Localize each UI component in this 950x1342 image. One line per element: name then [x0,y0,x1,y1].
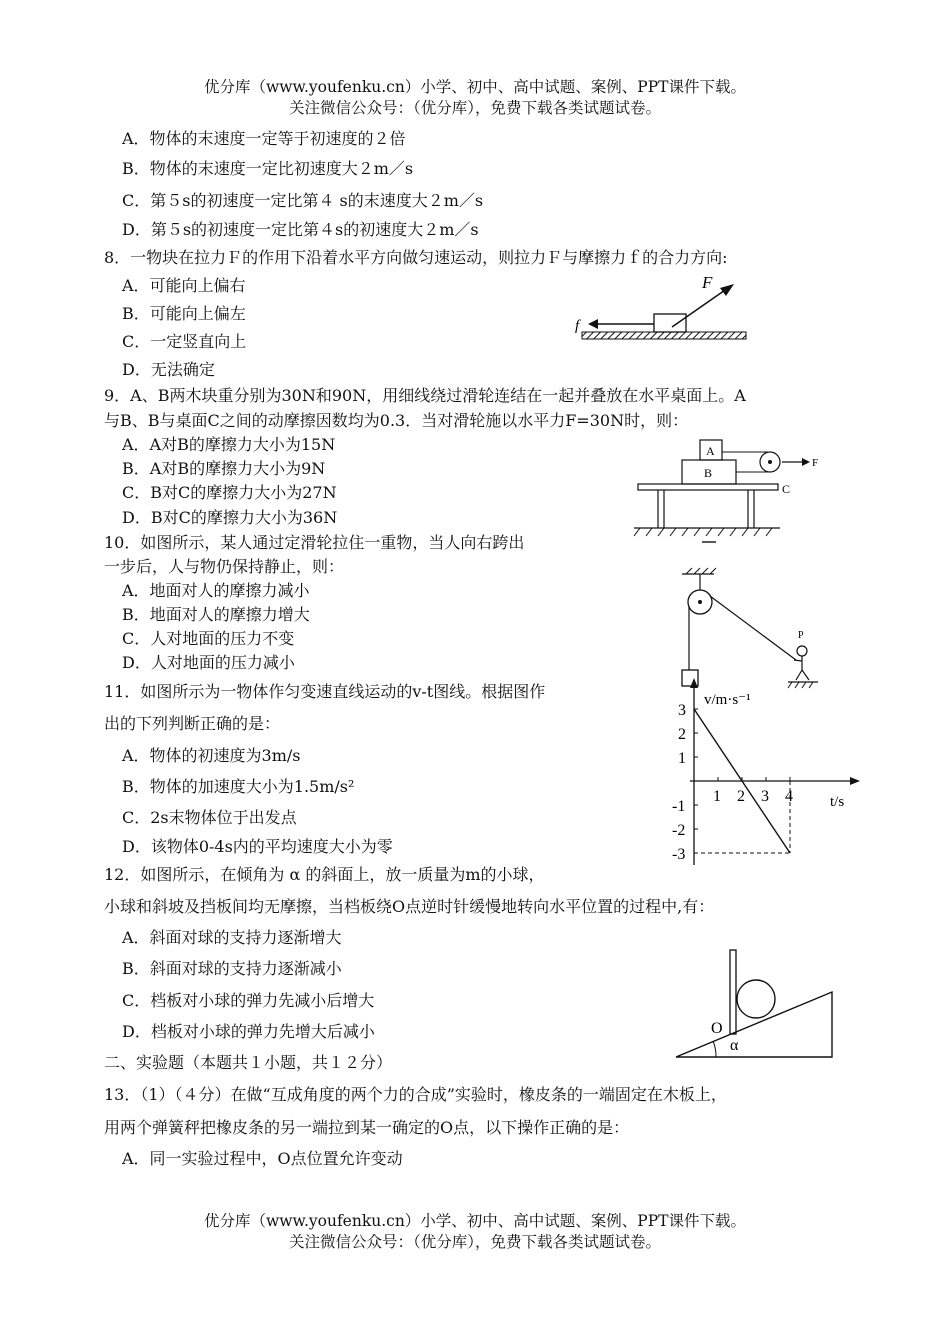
q12-option-d: D．档板对小球的弹力先增大后减小 [122,1022,375,1041]
page-footer-line2: 关注微信公众号：（优分库），免费下载各类试题试卷。 [288,1233,661,1251]
y-tick-label: 3 [678,702,686,719]
q13-stem-line2: 用两个弹簧秤把橡皮条的另一端拉到某一确定的O点，以下操作正确的是： [104,1118,630,1137]
label-B: B [704,466,713,480]
q11-option-a: A．物体的初速度为3m/s [122,746,301,765]
x-tick-label: 3 [761,788,769,805]
label-F: F [702,273,713,292]
q8-figure [568,272,753,346]
friction-arrowhead [588,319,598,329]
q12-figure [672,944,842,1062]
q12-option-b: B．斜面对球的支持力逐渐减小 [122,959,342,978]
q12-option-a: A．斜面对球的支持力逐渐增大 [122,928,342,947]
y-tick-label: -3 [672,846,686,863]
angle-arc [713,1041,716,1057]
section-2-title: 二、实验题（本题共１小题，共１２分） [104,1053,393,1072]
label-O: O [711,1020,723,1037]
force-f-arrow [672,288,728,327]
q12-stem-line2: 小球和斜坡及挡板间均无摩擦，当档板绕O点逆时针缓慢地转向水平位置的过程中,有： [104,897,715,916]
q9-figure [630,436,830,548]
page-header-line2: 关注微信公众号：（优分库），免费下载各类试题试卷。 [288,99,661,117]
q8-option-a: A．可能向上偏右 [122,276,246,295]
q10-option-d: D．人对地面的压力减小 [122,653,295,672]
q8-option-b: B．可能向上偏左 [122,304,246,323]
x-axis-arrowhead [850,777,860,785]
label-C: C [782,482,791,496]
q9-option-c: C．B对C的摩擦力大小为27N [122,483,337,502]
q9-stem-line2: 与B、B与桌面C之间的动摩擦因数均为0.3．当对滑轮施以水平力F=30N时，则： [104,411,689,430]
ball [737,980,775,1018]
q9-option-a: A．A对B的摩擦力大小为15N [122,435,336,454]
page-header-line1: 优分库（www.youfenku.cn）小学、初中、高中试题、案例、PPT课件下载。 [203,78,747,96]
q10-option-a: A．地面对人的摩擦力减小 [122,581,310,600]
baffle-board [730,950,736,1034]
q7-option-a: A．物体的末速度一定等于初速度的２倍 [122,129,406,148]
ground-surface [582,332,746,339]
y-tick-label: 2 [678,726,686,743]
page-footer-line1: 优分库（www.youfenku.cn）小学、初中、高中试题、案例、PPT课件下载。 [203,1212,747,1230]
q11-option-d: D．该物体0-4s内的平均速度大小为零 [122,837,393,856]
q11-stem-line2: 出的下列判断正确的是： [104,714,281,733]
label-f: f [575,318,580,334]
person-arm [794,660,802,661]
q11-option-b: B．物体的加速度大小为1.5m/s² [122,777,355,796]
q7-option-b: B．物体的末速度一定比初速度大２m／s [122,159,414,178]
q8-option-d: D．无法确定 [122,360,215,379]
x-tick-label: 1 [713,788,721,805]
q7-option-c: C．第５s的初速度一定比第４ s的末速度大２m／s [122,191,484,210]
q10-option-c: C．人对地面的压力不变 [122,629,295,648]
label-P: P [798,630,804,641]
label-F: F [812,457,819,469]
person-head [797,646,807,656]
q13-stem-line1: 13．（1）（４分）在做“互成角度的两个力的合成”实验时，橡皮条的一端固定在木板上， [104,1085,727,1104]
table-top [638,484,778,490]
q10-option-b: B．地面对人的摩擦力增大 [122,605,310,624]
q9-stem-line1: 9．A、B两木块重分别为30N和90N，用细线绕过滑轮连结在一起并叠放在水平桌面上。A [104,386,746,405]
floor-hatching [634,528,772,536]
label-alpha: α [730,1037,739,1054]
q12-stem-line1: 12．如图所示，在倾角为 α 的斜面上，放一质量为m的小球， [104,865,545,884]
x-tick-label: 2 [737,788,745,805]
force-f-arrowhead [720,284,734,296]
q13-option-a: A．同一实验过程中，O点位置允许变动 [122,1149,403,1168]
y-axis-label: v/m·s⁻¹ [704,692,751,708]
x-tick-label: 4 [785,788,793,805]
q10-stem-line1: 10．如图所示，某人通过定滑轮拉住一重物，当人向右跨出 [104,533,525,552]
q10-stem-line2: 一步后，人与物仍保持静止，则： [104,557,345,576]
y-tick-label: 1 [678,750,686,767]
vt-graph [664,676,864,866]
q11-stem-line1: 11．如图所示为一物体作匀变速直线运动的v-t图线。根据图作 [104,682,546,701]
rope-to-person [710,596,796,660]
x-axis-label: t/s [830,794,845,810]
pulley-axle [768,460,772,464]
q11-option-c: C．2s末物体位于出发点 [122,808,297,827]
label-A: A [706,444,715,458]
y-axis-arrowhead [690,678,698,688]
q10-figure [672,566,832,694]
y-tick-label: -2 [672,822,686,839]
q12-option-c: C．档板对小球的弹力先减小后增大 [122,991,375,1010]
incline [676,992,832,1057]
q8-option-c: C．一定竖直向上 [122,332,247,351]
ceiling-hatching [686,568,716,574]
q9-option-d: D．B对C的摩擦力大小为36N [122,508,338,527]
y-tick-label: -1 [672,798,686,815]
q7-option-d: D．第５s的初速度一定比第４s的初速度大２m／s [122,220,479,239]
q9-option-b: B．A对B的摩擦力大小为9N [122,459,326,478]
block [654,314,686,332]
force-arrowhead [802,458,810,466]
q8-stem: 8．一物块在拉力Ｆ的作用下沿着水平方向做匀速运动，则拉力Ｆ与摩擦力ｆ的合力方向: [104,248,728,267]
